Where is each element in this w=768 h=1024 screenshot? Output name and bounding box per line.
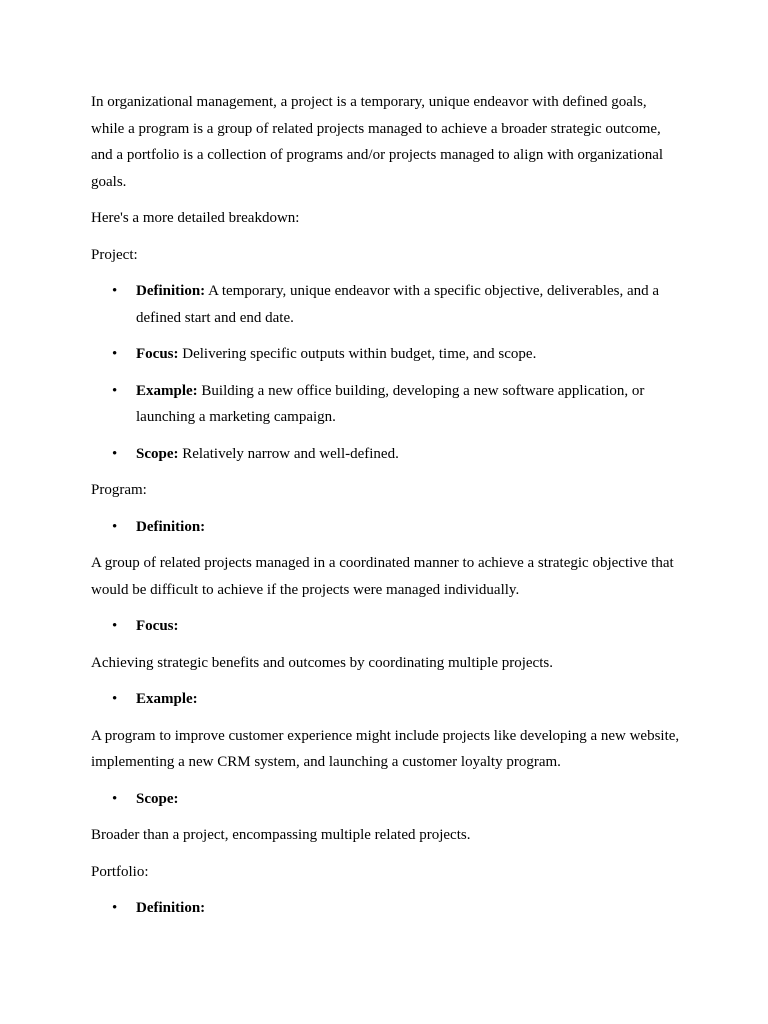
item-text: A temporary, unique endeavor with a specific objective, deliverables, and a defined start and end date.: [136, 283, 660, 326]
program-definition-list: [91, 514, 683, 541]
program-example-list: [91, 686, 683, 713]
portfolio-definition-list: [91, 895, 683, 922]
item-label: Definition:: [136, 283, 206, 299]
item-label: Focus:: [136, 618, 179, 634]
program-scope-text: Broader than a project, encompassing multiple related projects.: [91, 827, 471, 843]
item-text: Delivering specific outputs within budget, time, and scope.: [178, 346, 537, 362]
program-focus-list: [91, 613, 683, 640]
intro-paragraph: In organizational management, a project is a temporary, unique endeavor with defined goals, while a program is a group of related projects managed to achieve a broader strategic outcome, and a portfolio is a collection of programs and/or projects managed to align with organizational goals.: [91, 94, 664, 190]
list-item: [136, 686, 683, 713]
item-label: Focus:: [136, 346, 179, 362]
breakdown-intro: Here's a more detailed breakdown:: [91, 210, 300, 226]
program-definition-text: A group of related projects managed in a coordinated manner to achieve a strategic objective that would be difficult to achieve if the projects were managed individually.: [91, 555, 674, 598]
item-label: Scope:: [136, 445, 179, 462]
item-label: Scope:: [136, 790, 179, 807]
list-item: [136, 341, 683, 368]
item-text: Relatively narrow and well-defined.: [178, 445, 399, 462]
list-item: [136, 613, 683, 640]
portfolio-heading: Portfolio:: [91, 863, 149, 880]
list-item: [136, 514, 683, 541]
item-label: Definition:: [136, 518, 206, 535]
list-item: [136, 378, 683, 431]
list-item: [136, 895, 683, 922]
item-text: Building a new office building, developing a new software application, or launching a marketing campaign.: [136, 382, 645, 425]
item-label: Definition:: [136, 900, 206, 916]
program-example-text: A program to improve customer experience might include projects like developing a new website, implementing a new CRM system, and launching a customer loyalty program.: [91, 727, 680, 770]
program-focus-text: Achieving strategic benefits and outcomes by coordinating multiple projects.: [91, 654, 553, 671]
program-scope-list: [91, 786, 683, 813]
list-item: [136, 278, 683, 331]
project-heading: Project:: [91, 246, 138, 263]
list-item: [136, 441, 683, 468]
program-heading: Program:: [91, 482, 147, 498]
item-label: Example:: [136, 691, 198, 707]
item-label: Example:: [136, 382, 198, 399]
project-list: [91, 278, 683, 467]
list-item: [136, 786, 683, 813]
document-body: [91, 89, 683, 932]
